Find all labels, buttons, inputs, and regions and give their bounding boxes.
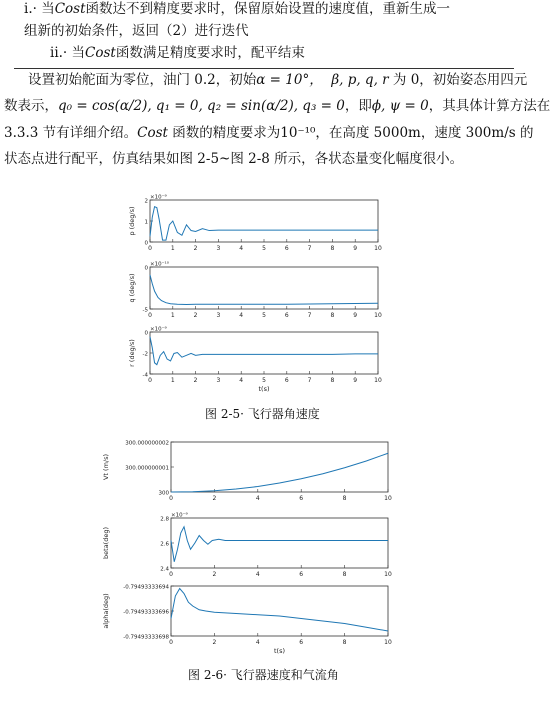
- item-ii-text: 函数满足精度要求时，配平结束: [115, 45, 305, 61]
- x-tick-label: 2: [193, 377, 198, 384]
- x-tick-label: 8: [342, 571, 347, 578]
- x-tick-label: 1: [170, 312, 175, 319]
- p3-text: 3.3.3 节有详细介绍。: [4, 125, 138, 141]
- y-tick-label: 1: [144, 219, 148, 226]
- x-tick-label: 10: [374, 245, 382, 252]
- x-tick-label: 10: [374, 312, 382, 319]
- y-tick-label: 2.6: [160, 541, 169, 548]
- y-axis-label: Vt (m/s): [102, 453, 110, 481]
- figure-caption-2-5: 图 2-5· 飞行器角速度: [205, 407, 320, 421]
- state-vars: β, p, q, r: [331, 72, 389, 88]
- x-tick-label: 9: [353, 245, 358, 252]
- y-tick-label: 0: [144, 240, 148, 247]
- x-tick-label: 6: [299, 639, 304, 646]
- x-tick-label: 10: [374, 377, 382, 384]
- y-tick-label: -2: [142, 351, 148, 358]
- x-tick-label: 0: [148, 312, 152, 319]
- y-tick-label: 300.000000001: [125, 465, 169, 472]
- y-tick-label: 300.000000002: [125, 440, 169, 447]
- plot-frame: [171, 442, 388, 492]
- x-tick-label: 5: [262, 245, 266, 252]
- y-tick-label: 0: [144, 330, 148, 337]
- x-tick-label: 3: [216, 377, 221, 384]
- x-tick-label: 5: [262, 377, 266, 384]
- p2-text-mid: ，即: [344, 98, 372, 114]
- p1-text-end: 为 0，初始姿态用四元: [388, 72, 528, 88]
- p2-text: 数表示，: [4, 98, 58, 114]
- figure-velocity-flow-angles: [98, 436, 398, 664]
- item-ii-prefix: ii.· 当: [50, 45, 86, 61]
- y-tick-label: 2: [144, 198, 148, 205]
- x-tick-label: 0: [169, 639, 173, 646]
- x-tick-label: 2: [193, 245, 198, 252]
- axis-exponent: ×10⁻⁹: [150, 194, 167, 201]
- axis-exponent: ×10⁻¹⁰: [150, 261, 169, 268]
- x-tick-label: 8: [330, 245, 335, 252]
- x-tick-label: 7: [307, 377, 312, 384]
- paragraph-line-3: [4, 124, 533, 142]
- paragraph-line-4: 状态点进行配平，仿真结果如图 2-5~图 2-8 所示，各状态量变化幅度很小。: [4, 151, 464, 167]
- x-tick-label: 4: [255, 495, 260, 502]
- x-tick-label: 4: [255, 571, 260, 578]
- x-tick-label: 7: [307, 245, 312, 252]
- x-tick-label: 0: [169, 571, 173, 578]
- y-axis-label: beta(deg): [102, 527, 110, 559]
- x-tick-label: 9: [353, 312, 358, 319]
- subplot-2: [128, 261, 382, 320]
- y-tick-label: -0.79493333694: [123, 584, 169, 591]
- x-tick-label: 4: [239, 312, 244, 319]
- x-tick-label: 4: [239, 245, 244, 252]
- x-tick-label: 2: [212, 495, 217, 502]
- y-axis-label: r (deg/s): [128, 339, 136, 367]
- x-tick-label: 10: [384, 495, 392, 502]
- x-tick-label: 8: [330, 377, 335, 384]
- x-axis-label: t(s): [273, 647, 286, 655]
- plot-frame: [150, 200, 378, 242]
- y-tick-label: 2.4: [160, 566, 169, 573]
- cost-term: Cost: [54, 1, 86, 17]
- y-axis-label: alpha(deg): [102, 593, 110, 629]
- x-axis-label: t(s): [258, 385, 270, 393]
- x-tick-label: 2: [212, 639, 217, 646]
- y-tick-label: -4: [142, 372, 148, 379]
- y-tick-label: 300: [158, 490, 169, 497]
- list-item-i-cont: 组新的初始条件，返回（2）进行迭代: [24, 23, 249, 39]
- y-axis-label: p (deg/s): [128, 206, 136, 236]
- subplot-1: [102, 441, 392, 503]
- p3-text-end: 函数的精度要求为10⁻¹⁰，在高度 5000m，速度 300m/s 的: [167, 125, 534, 141]
- x-tick-label: 6: [299, 571, 304, 578]
- y-tick-label: -5: [142, 307, 148, 314]
- cost-term: Cost: [85, 45, 116, 61]
- y-tick-label: -0.79493333696: [123, 609, 169, 616]
- y-axis-label: q (deg/s): [128, 273, 136, 303]
- x-tick-label: 10: [384, 571, 392, 578]
- alpha-eq: α = 10°，: [256, 72, 323, 88]
- x-tick-label: 6: [284, 377, 289, 384]
- x-tick-label: 7: [307, 312, 312, 319]
- x-tick-label: 6: [299, 495, 304, 502]
- p2-text-end: ，其具体计算方法在: [428, 98, 550, 114]
- x-tick-label: 0: [148, 377, 152, 384]
- x-tick-label: 1: [170, 377, 175, 384]
- x-tick-label: 8: [342, 495, 347, 502]
- subplot-3: [128, 326, 382, 394]
- quaternion-eq: q₀ = cos(α/2), q₁ = 0, q₂ = sin(α/2), q₃ = 0: [58, 98, 345, 114]
- x-tick-label: 6: [284, 245, 289, 252]
- figure-caption-2-6: 图 2-6· 飞行器速度和气流角: [188, 668, 339, 682]
- x-tick-label: 5: [262, 312, 266, 319]
- axis-exponent: ×10⁻⁹: [150, 326, 167, 333]
- item-i-prefix: i.· 当: [24, 1, 55, 17]
- item-i-text: 函数达不到精度要求时，保留原始设置的速度值，重新生成一: [85, 1, 451, 17]
- subplot-2: [102, 512, 392, 579]
- x-tick-label: 2: [193, 312, 198, 319]
- p1-text: 设置初始舵面为零位，油门 0.2，初始: [28, 72, 257, 88]
- x-tick-label: 8: [342, 639, 347, 646]
- x-tick-label: 0: [148, 245, 152, 252]
- x-tick-label: 9: [353, 377, 358, 384]
- paragraph-line-2: [4, 97, 550, 115]
- paragraph-line-1: [28, 71, 527, 89]
- x-tick-label: 8: [330, 312, 335, 319]
- plot-frame: [171, 518, 388, 568]
- x-tick-label: 4: [255, 639, 260, 646]
- divider: [14, 68, 514, 69]
- x-tick-label: 6: [284, 312, 289, 319]
- figure-angular-rates: [120, 192, 395, 402]
- list-item-i: [24, 0, 450, 18]
- x-tick-label: 3: [216, 312, 221, 319]
- x-tick-label: 1: [170, 245, 175, 252]
- y-tick-label: -0.79493333698: [123, 634, 169, 641]
- list-item-ii: [50, 44, 305, 62]
- attitude-eq: ϕ, ψ = 0: [371, 98, 429, 114]
- x-tick-label: 2: [212, 571, 217, 578]
- axis-exponent: ×10⁻⁹: [171, 512, 188, 519]
- plot-frame: [150, 267, 378, 309]
- x-tick-label: 3: [216, 245, 221, 252]
- x-tick-label: 4: [239, 377, 244, 384]
- y-tick-label: 0: [144, 265, 148, 272]
- y-tick-label: 2.8: [160, 516, 169, 523]
- x-tick-label: 0: [169, 495, 173, 502]
- subplot-3: [102, 585, 392, 656]
- plot-frame: [150, 332, 378, 374]
- x-tick-label: 10: [384, 639, 392, 646]
- cost-term: Cost: [137, 125, 168, 141]
- subplot-1: [128, 194, 382, 253]
